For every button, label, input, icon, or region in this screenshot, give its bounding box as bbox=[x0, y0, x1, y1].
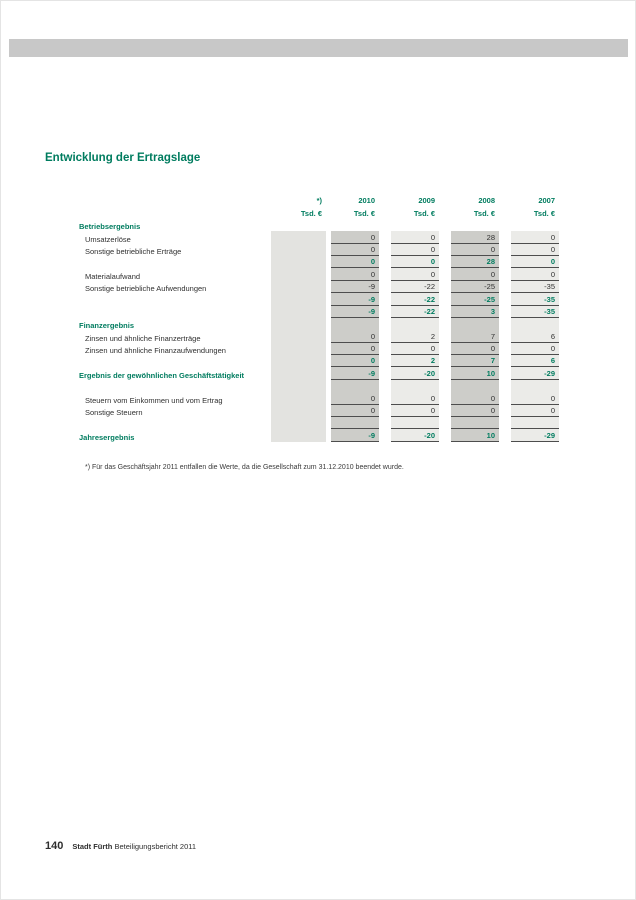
table-row-sonstige-betriebliche-aufwendungen bbox=[79, 281, 559, 293]
cell-value: -22 bbox=[391, 282, 439, 293]
footer-brand: Stadt Fürth bbox=[72, 842, 113, 851]
page-number: 140 bbox=[45, 840, 64, 852]
cell-value: 0 bbox=[391, 394, 439, 405]
table-row-finanzergebnis bbox=[79, 318, 559, 330]
cell-value: 0 bbox=[331, 245, 379, 256]
row-label: Betriebsergebnis bbox=[79, 222, 141, 232]
header-2008: 2008 bbox=[478, 196, 495, 206]
unit-2009: Tsd. € bbox=[413, 208, 435, 218]
cell-value: 0 bbox=[451, 344, 499, 355]
cell-value: -22 bbox=[391, 307, 439, 318]
cell-value: 0 bbox=[331, 332, 379, 343]
row-label: Finanzergebnis bbox=[79, 321, 135, 331]
cell-value: 6 bbox=[511, 332, 559, 343]
cell-value: 0 bbox=[391, 270, 439, 281]
cell-value: 0 bbox=[391, 406, 439, 417]
cell-value: -9 bbox=[331, 369, 379, 380]
table-row-subtotal bbox=[79, 306, 559, 318]
cell-value: -20 bbox=[391, 431, 439, 442]
cell-value: -9 bbox=[331, 282, 379, 293]
cell-value: 0 bbox=[331, 394, 379, 405]
cell-value: 7 bbox=[451, 332, 499, 343]
footnote: *) Für das Geschäftsjahr 2011 entfallen die Werte, da die Gesellschaft zum 31.12.2010 beendet wurde. bbox=[85, 464, 404, 471]
cell-value: 0 bbox=[331, 344, 379, 355]
header-bar bbox=[9, 39, 628, 57]
cell-value: 28 bbox=[451, 257, 499, 268]
row-label: Zinsen und ähnliche Finanzaufwendungen bbox=[85, 346, 226, 356]
cell-value: 7 bbox=[451, 356, 499, 367]
table-row-spacer bbox=[79, 380, 559, 392]
footer-text bbox=[72, 842, 196, 851]
table-row-ergebnis-der-gewöhnlichen-geschäftstätigkeit bbox=[79, 367, 559, 379]
cell-value: 0 bbox=[391, 245, 439, 256]
table-row-subtotal bbox=[79, 293, 559, 305]
cell-value: -20 bbox=[391, 369, 439, 380]
cell-value: 2 bbox=[391, 332, 439, 343]
table-row-subtotal bbox=[79, 256, 559, 268]
table-row-materialaufwand bbox=[79, 268, 559, 280]
header-2009: 2009 bbox=[418, 196, 435, 206]
row-label: Umsatzerlöse bbox=[85, 234, 131, 244]
cell-value: 0 bbox=[331, 233, 379, 244]
table-header-years bbox=[79, 194, 559, 206]
table-header-units bbox=[79, 206, 559, 218]
page-title: Entwicklung der Ertragslage bbox=[45, 152, 201, 164]
cell-value: -29 bbox=[511, 369, 559, 380]
table-row-zinsen-und-ähnliche-finanzerträge bbox=[79, 330, 559, 342]
cell-value: -9 bbox=[331, 431, 379, 442]
header-2010: 2010 bbox=[358, 196, 375, 206]
cell-value: 0 bbox=[391, 257, 439, 268]
table-row-betriebsergebnis bbox=[79, 219, 559, 231]
table-row-jahresergebnis bbox=[79, 429, 559, 441]
cell-value: 0 bbox=[511, 406, 559, 417]
cell-value: -29 bbox=[511, 431, 559, 442]
cell-value: 0 bbox=[511, 270, 559, 281]
cell-value: -35 bbox=[511, 295, 559, 306]
table-row-zinsen-und-ähnliche-finanzaufwendungen bbox=[79, 343, 559, 355]
cell-value: 0 bbox=[451, 245, 499, 256]
cell-value: -35 bbox=[511, 307, 559, 318]
cell-value: 0 bbox=[511, 245, 559, 256]
page-footer bbox=[45, 840, 196, 852]
table-row-umsatzerlöse bbox=[79, 231, 559, 243]
cell-value: 2 bbox=[391, 356, 439, 367]
header-note: *) bbox=[316, 196, 322, 206]
header-2007: 2007 bbox=[538, 196, 555, 206]
cell-value: -25 bbox=[451, 282, 499, 293]
cell-value: 0 bbox=[331, 270, 379, 281]
cell-value: 0 bbox=[391, 233, 439, 244]
cell-value: 0 bbox=[331, 257, 379, 268]
footer-rest: Beteiligungsbericht 2011 bbox=[114, 842, 197, 851]
cell-note bbox=[271, 441, 326, 442]
cell-value: 6 bbox=[511, 356, 559, 367]
cell-value: -25 bbox=[451, 295, 499, 306]
cell-value: 0 bbox=[511, 257, 559, 268]
table-row-sonstige-steuern bbox=[79, 405, 559, 417]
cell-value: -35 bbox=[511, 282, 559, 293]
table-row-subtotal bbox=[79, 355, 559, 367]
cell-value: -9 bbox=[331, 295, 379, 306]
cell-value: 0 bbox=[331, 356, 379, 367]
row-label: Steuern vom Einkommen und vom Ertrag bbox=[85, 395, 223, 405]
cell-value: 3 bbox=[451, 307, 499, 318]
cell-value: 0 bbox=[511, 233, 559, 244]
cell-value: 10 bbox=[451, 369, 499, 380]
cell-value: 0 bbox=[391, 344, 439, 355]
cell-value: 0 bbox=[331, 406, 379, 417]
row-label: Sonstige betriebliche Erträge bbox=[85, 246, 182, 256]
cell-value: 0 bbox=[451, 394, 499, 405]
row-label: Ergebnis der gewöhnlichen Geschäftstätigkeit bbox=[79, 370, 245, 380]
table-body bbox=[79, 219, 559, 442]
cell-value: 28 bbox=[451, 233, 499, 244]
cell-value: 0 bbox=[451, 270, 499, 281]
earnings-table bbox=[79, 194, 559, 442]
row-label: Sonstige Steuern bbox=[85, 408, 143, 418]
cell-value: 0 bbox=[451, 406, 499, 417]
cell-value: -9 bbox=[331, 307, 379, 318]
cell-value: 0 bbox=[511, 394, 559, 405]
table-row-sonstige-betriebliche-erträge bbox=[79, 244, 559, 256]
unit-2010: Tsd. € bbox=[353, 208, 375, 218]
row-label: Jahresergebnis bbox=[79, 432, 135, 442]
row-label: Sonstige betriebliche Aufwendungen bbox=[85, 284, 207, 294]
table-row-blank bbox=[79, 417, 559, 429]
row-label: Zinsen und ähnliche Finanzerträge bbox=[85, 333, 201, 343]
cell-value: -22 bbox=[391, 295, 439, 306]
unit-2008: Tsd. € bbox=[473, 208, 495, 218]
row-label: Materialaufwand bbox=[85, 271, 141, 281]
unit-note: Tsd. € bbox=[300, 208, 322, 218]
table-row-steuern-vom-einkommen-und-vom-ertrag bbox=[79, 392, 559, 404]
cell-value: 0 bbox=[511, 344, 559, 355]
unit-2007: Tsd. € bbox=[533, 208, 555, 218]
cell-value: 10 bbox=[451, 431, 499, 442]
